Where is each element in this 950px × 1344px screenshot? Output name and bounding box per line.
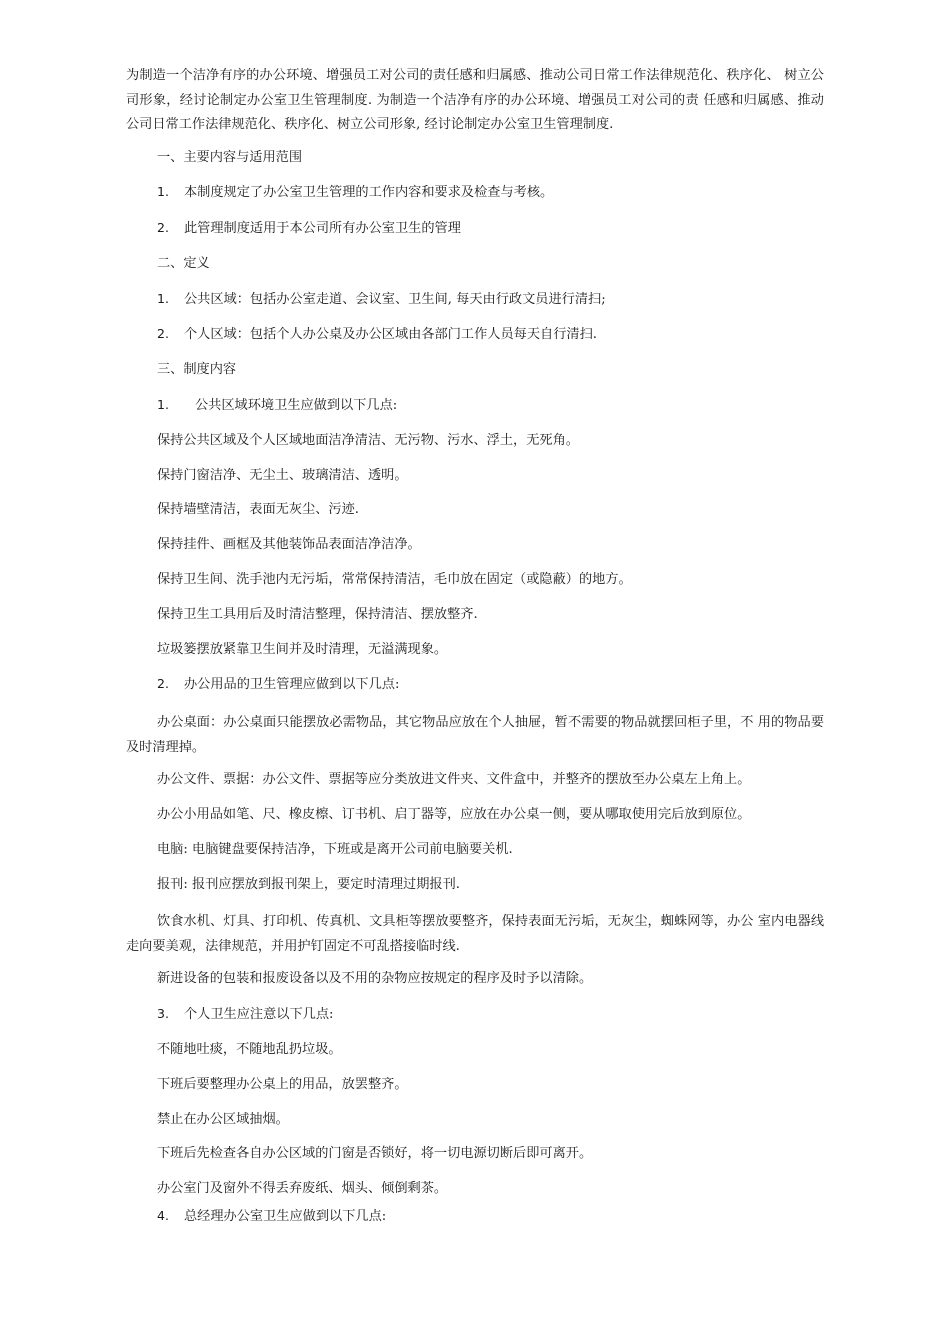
public-area-rule: 保持门窗洁净、无尘土、玻璃清洁、透明。	[157, 467, 408, 483]
public-area-rule: 保持卫生间、洗手池内无污垢，常常保持清洁，毛巾放在固定（或隐蔽）的地方。	[157, 572, 632, 588]
item-number: 3.	[157, 1006, 169, 1022]
document-page	[126, 64, 824, 1242]
subsection-title: 办公用品的卫生管理应做到以下几点:	[184, 677, 400, 693]
packaging-rule: 新进设备的包装和报废设备以及不用的杂物应按规定的程序及时予以清除。	[157, 971, 593, 987]
section-heading-definition: 二、定义	[157, 255, 210, 271]
files-rule: 办公文件、票据：办公文件、票据等应分类放进文件夹、文件盒中，并整齐的摆放至办公桌左上角上。	[157, 772, 751, 788]
computer-rule: 电脑: 电脑键盘要保持洁净，下班或是离开公司前电脑要关机.	[157, 841, 513, 857]
item-number: 4.	[157, 1208, 169, 1224]
subsection-public-area	[126, 395, 824, 415]
section-heading-content: 三、制度内容	[157, 362, 237, 378]
newspaper-rule: 报刊: 报刊应摆放到报刊架上，要定时清理过期报刊.	[157, 876, 460, 892]
public-area-rule: 保持公共区域及个人区域地面洁净清洁、无污物、污水、浮土，无死角。	[157, 432, 579, 448]
subsection-office-supplies	[126, 674, 824, 694]
scope-item-2	[126, 218, 824, 238]
scope-item-1	[126, 182, 824, 202]
definition-item-1	[126, 289, 824, 309]
item-text: 公共区域：包括办公室走道、会议室、卫生间, 每天由行政文员进行清扫;	[184, 291, 606, 307]
public-area-rule: 保持挂件、画框及其他装饰品表面洁净洁净。	[157, 537, 421, 553]
public-area-rule: 保持卫生工具用后及时清洁整理，保持清洁、摆放整齐.	[157, 606, 478, 622]
item-number: 2.	[157, 326, 169, 342]
desk-rule: 办公桌面：办公桌面只能摆放必需物品，其它物品应放在个人抽屉，暂不需要的物品就摆回柜子里，不 用的物品要及时清理掉。	[126, 715, 824, 756]
item-number: 2.	[157, 676, 169, 692]
item-text: 个人区域：包括个人办公桌及办公区域由各部门工作人员每天自行清扫.	[184, 327, 598, 343]
personal-rule: 下班后先检查各自办公区域的门窗是否锁好，将一切电源切断后即可离开。	[157, 1146, 593, 1162]
subsection-title: 总经理办公室卫生应做到以下几点:	[184, 1209, 387, 1225]
section-heading-scope: 一、主要内容与适用范围	[157, 149, 303, 165]
subsection-title: 个人卫生应注意以下几点:	[184, 1007, 334, 1023]
item-number: 1.	[157, 290, 169, 306]
subsection-title: 公共区域环境卫生应做到以下几点:	[195, 398, 398, 414]
public-area-rule: 垃圾篓摆放紧靠卫生间并及时清理，无溢满现象。	[157, 641, 448, 657]
personal-rule: 禁止在办公区域抽烟。	[157, 1111, 289, 1127]
definition-item-2	[126, 324, 824, 344]
subsection-gm-office	[126, 1206, 824, 1226]
item-text: 此管理制度适用于本公司所有办公室卫生的管理	[184, 221, 461, 237]
personal-rule: 下班后要整理办公桌上的用品，放罢整齐。	[157, 1076, 408, 1092]
personal-rule: 不随地吐痰，不随地乱扔垃圾。	[157, 1042, 342, 1058]
intro-paragraph: 为制造一个洁净有序的办公环境、增强员工对公司的责任感和归属感、推动公司日常工作法律规范化、秩序化、 树立公司形象，经讨论制定办公室卫生管理制度. 为制造一个洁净有序的办公环境、增强员工对公司的责 任感和归属感、推动公司日常工作法律规范化、秩序化、树立公司形象, 经讨论制定办公室卫生管理制度.	[126, 68, 824, 132]
item-number: 2.	[157, 220, 169, 236]
item-number: 1.	[157, 397, 169, 413]
personal-rule: 办公室门及窗外不得丢弃废纸、烟头、倾倒剩茶。	[157, 1181, 448, 1197]
item-number: 1.	[157, 184, 169, 200]
small-supplies-rule: 办公小用品如笔、尺、橡皮檫、订书机、启丁器等，应放在办公桌一侧，要从哪取使用完后放到原位。	[157, 807, 751, 823]
equipment-rule: 饮食水机、灯具、打印机、传真机、文具柜等摆放要整齐，保持表面无污垢，无灰尘，蜘蛛网等，办公 室内电器线走向要美观，法律规范，并用护钉固定不可乱搭接临时线.	[126, 914, 824, 955]
item-text: 本制度规定了办公室卫生管理的工作内容和要求及检查与考核。	[184, 185, 554, 201]
subsection-personal-hygiene	[126, 1004, 824, 1024]
public-area-rule: 保持墙壁清洁，表面无灰尘、污迹.	[157, 502, 360, 518]
